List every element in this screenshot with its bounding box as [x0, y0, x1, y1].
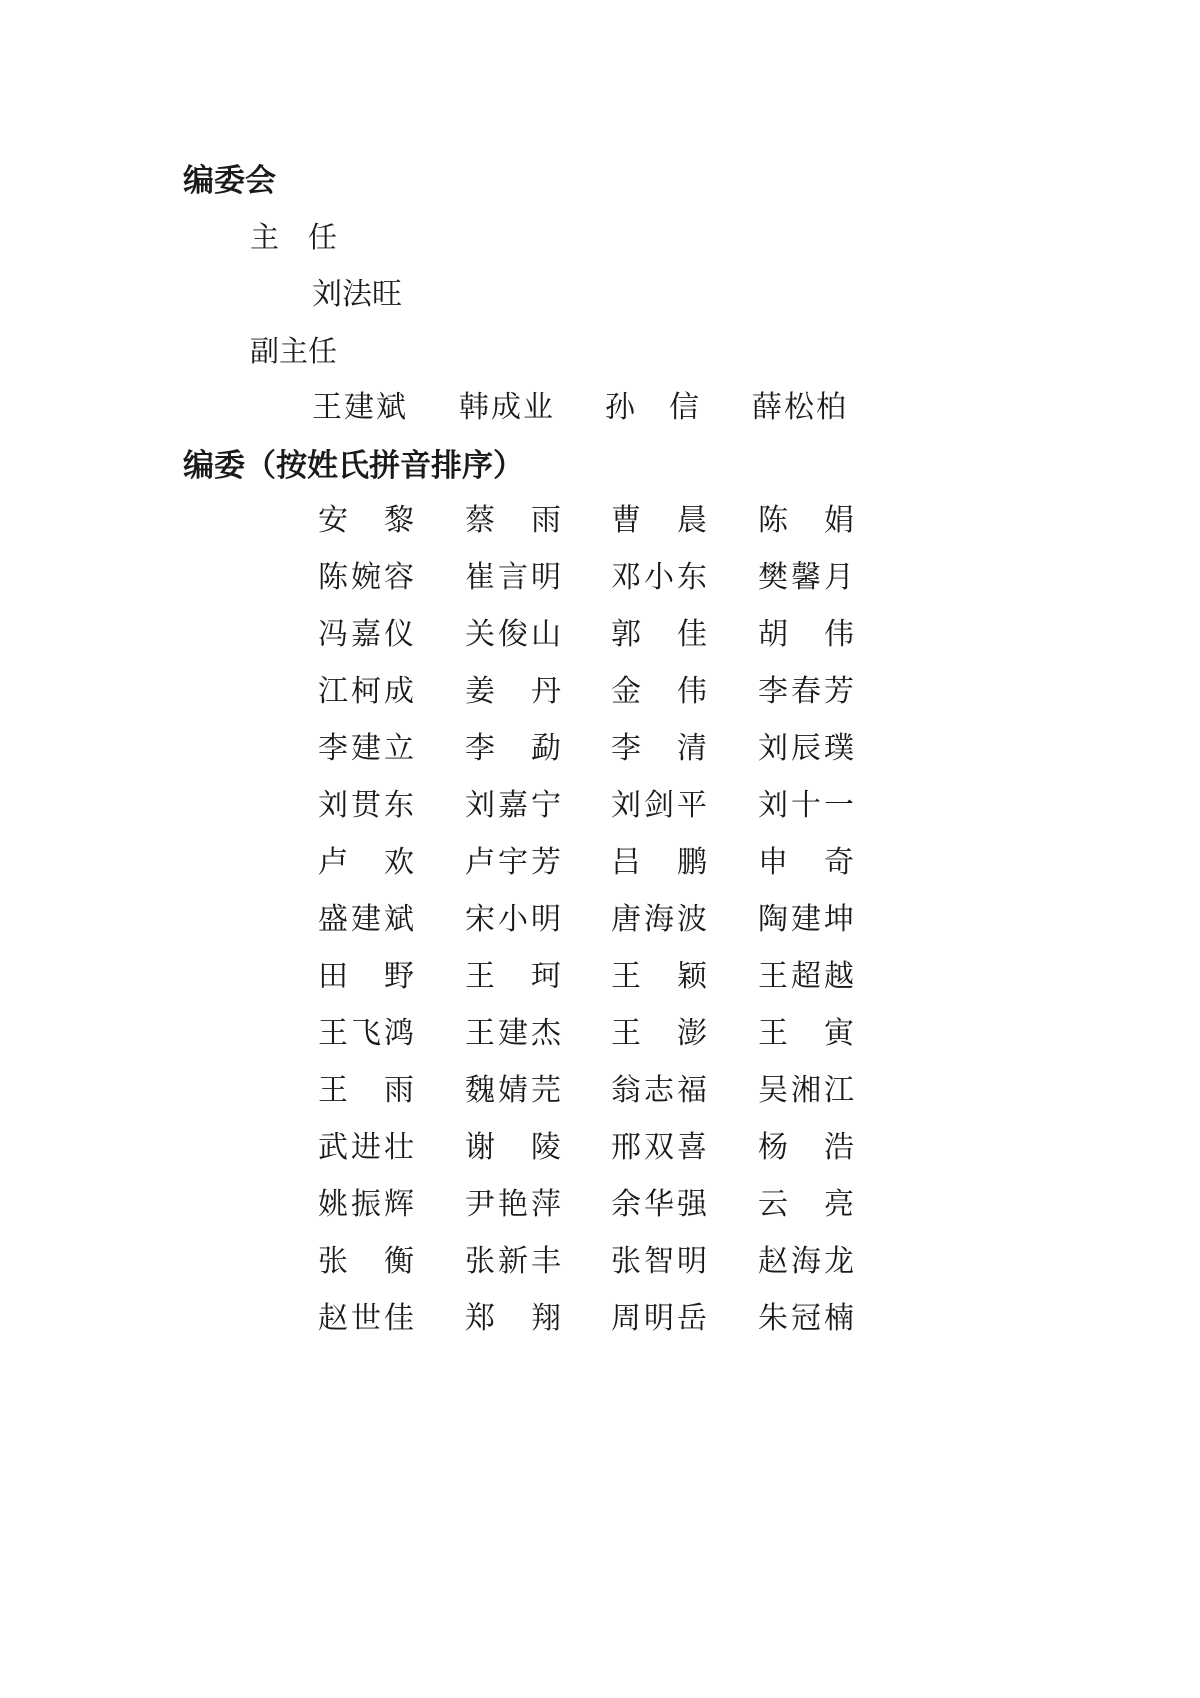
member-name: 金 伟 — [611, 674, 707, 709]
member-name: 魏婧芫 — [465, 1073, 561, 1108]
member-name: 陈 娟 — [758, 503, 854, 538]
director-name: 刘法旺 — [312, 277, 402, 312]
member-name: 王飞鸿 — [318, 1016, 414, 1051]
member-name: 尹艳萍 — [465, 1187, 561, 1222]
member-name: 武进壮 — [318, 1130, 414, 1165]
member-name: 胡 伟 — [758, 617, 854, 652]
member-name: 刘辰璞 — [758, 731, 854, 766]
member-name: 王 澎 — [611, 1016, 707, 1051]
member-name: 王超越 — [758, 959, 854, 994]
member-name: 蔡 雨 — [465, 503, 561, 538]
member-name: 姜 丹 — [465, 674, 561, 709]
deputy-director-label: 副主任 — [250, 334, 338, 368]
member-name: 刘嘉宁 — [465, 788, 561, 823]
member-name: 翁志福 — [611, 1073, 707, 1108]
member-name: 冯嘉仪 — [318, 617, 414, 652]
deputy-director-name: 孙 信 — [605, 390, 699, 425]
member-name: 姚振辉 — [318, 1187, 414, 1222]
member-name: 郭 佳 — [611, 617, 707, 652]
member-name: 申 奇 — [758, 845, 854, 880]
member-name: 王 珂 — [465, 959, 561, 994]
member-name: 杨 浩 — [758, 1130, 854, 1165]
member-name: 张 衡 — [318, 1244, 414, 1279]
member-name: 刘十一 — [758, 788, 854, 823]
member-name: 王 颖 — [611, 959, 707, 994]
member-name: 李春芳 — [758, 674, 854, 709]
member-name: 樊馨月 — [758, 560, 854, 595]
member-name: 田 野 — [318, 959, 414, 994]
member-name: 刘剑平 — [611, 788, 707, 823]
member-name: 张智明 — [611, 1244, 707, 1279]
member-name: 卢宇芳 — [465, 845, 561, 880]
member-name: 吕 鹏 — [611, 845, 707, 880]
member-name: 安 黎 — [318, 503, 414, 538]
member-name: 盛建斌 — [318, 902, 414, 937]
member-name: 刘贯东 — [318, 788, 414, 823]
member-name: 郑 翔 — [465, 1301, 561, 1336]
member-name: 王建杰 — [465, 1016, 561, 1051]
deputy-director-name: 王建斌 — [312, 390, 406, 425]
editorial-board-heading: 编委会 — [183, 163, 276, 199]
member-name: 张新丰 — [465, 1244, 561, 1279]
member-name: 李 勐 — [465, 731, 561, 766]
member-name: 赵世佳 — [318, 1301, 414, 1336]
member-name: 陶建坤 — [758, 902, 854, 937]
member-name: 宋小明 — [465, 902, 561, 937]
deputy-director-name: 韩成业 — [459, 390, 553, 425]
member-name: 邓小东 — [611, 560, 707, 595]
member-name: 江柯成 — [318, 674, 414, 709]
member-name: 王 寅 — [758, 1016, 854, 1051]
member-name: 周明岳 — [611, 1301, 707, 1336]
member-name: 关俊山 — [465, 617, 561, 652]
member-name: 李 清 — [611, 731, 707, 766]
member-name: 陈婉容 — [318, 560, 414, 595]
members-heading: 编委（按姓氏拼音排序） — [183, 448, 524, 484]
member-name: 李建立 — [318, 731, 414, 766]
member-name: 余华强 — [611, 1187, 707, 1222]
member-name: 曹 晨 — [611, 503, 707, 538]
deputy-director-name: 薛松柏 — [752, 390, 846, 425]
member-name: 吴湘江 — [758, 1073, 854, 1108]
member-name: 谢 陵 — [465, 1130, 561, 1165]
member-name: 赵海龙 — [758, 1244, 854, 1279]
member-name: 卢 欢 — [318, 845, 414, 880]
member-name: 唐海波 — [611, 902, 707, 937]
member-name: 朱冠楠 — [758, 1301, 854, 1336]
member-name: 崔言明 — [465, 560, 561, 595]
member-name: 王 雨 — [318, 1073, 414, 1108]
director-label: 主 任 — [250, 220, 338, 254]
member-name: 邢双喜 — [611, 1130, 707, 1165]
member-name: 云 亮 — [758, 1187, 854, 1222]
